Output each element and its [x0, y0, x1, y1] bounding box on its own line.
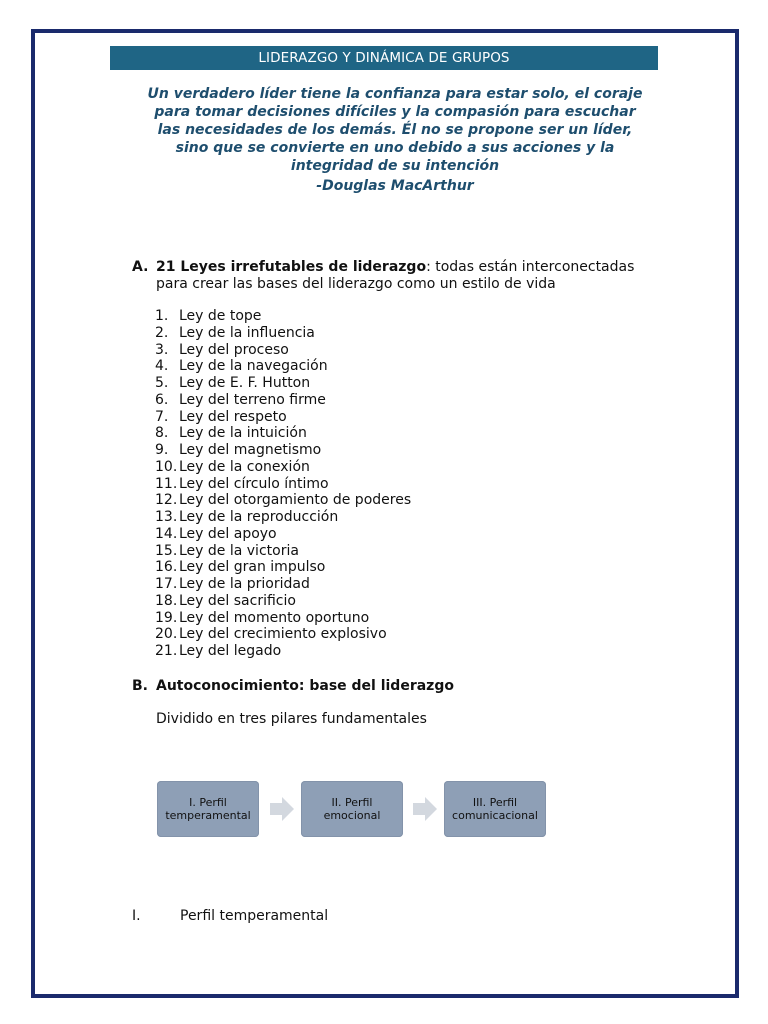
quote-block — [130, 85, 660, 175]
law-number: 21. — [155, 643, 178, 659]
section-letter: A. — [132, 259, 149, 275]
law-text: Ley de la influencia — [179, 324, 315, 341]
law-text: Ley del proceso — [179, 341, 289, 358]
section-a-text: : todas están interconectadas — [426, 259, 635, 275]
law-number: 20. — [155, 626, 178, 643]
header-title: LIDERAZGO Y DINÁMICA DE GRUPOS — [258, 50, 510, 66]
law-number: 3. — [155, 341, 169, 358]
law-number: 19. — [155, 609, 178, 626]
quote-line: para tomar decisiones difíciles y la compasión para escuchar — [154, 104, 636, 120]
law-text: Ley de la intuición — [179, 425, 307, 442]
law-text: Ley del círculo íntimo — [179, 475, 329, 492]
law-number: 1. — [155, 308, 169, 324]
law-number: 9. — [155, 442, 169, 458]
quote-author: -Douglas MacArthur — [316, 178, 474, 194]
law-number: 12. — [155, 492, 178, 509]
pillar-label: III. Perfil — [472, 796, 518, 809]
law-text: Ley de E. F. Hutton — [179, 375, 311, 391]
pillar-box-temperamental — [157, 781, 259, 837]
subsection-title: Perfil temperamental — [180, 908, 329, 924]
law-text: Ley del respeto — [179, 408, 287, 425]
law-number: 10. — [155, 458, 178, 475]
section-a-body — [156, 259, 676, 293]
section-a-title: 21 Leyes irrefutables de liderazgo — [156, 259, 427, 275]
law-text: Ley del momento oportuno — [179, 609, 370, 626]
section-b-title — [156, 678, 676, 695]
pillar-label: I. Perfil — [189, 796, 227, 809]
arrow-right-icon — [270, 797, 294, 821]
quote-line: sino que se convierte en uno debido a sus acciones y la — [175, 140, 615, 156]
law-number: 17. — [155, 576, 178, 592]
law-text: Ley de la reproducción — [179, 509, 339, 525]
pillar-label: emocional — [323, 809, 381, 822]
law-number: 7. — [155, 408, 169, 425]
law-text: Ley de la prioridad — [179, 576, 310, 592]
law-number: 15. — [155, 542, 178, 559]
law-number: 11. — [155, 475, 178, 492]
law-text: Ley de tope — [179, 308, 262, 324]
arrow-right-icon — [413, 797, 437, 821]
law-number: 4. — [155, 358, 169, 375]
law-number: 14. — [155, 525, 178, 542]
pillar-box-emocional — [301, 781, 403, 837]
law-number: 2. — [155, 324, 169, 341]
law-text: Ley del terreno firme — [179, 391, 326, 408]
law-number: 6. — [155, 391, 169, 408]
quote-line: Un verdadero líder tiene la confianza para estar solo, el coraje — [147, 86, 643, 102]
law-number: 13. — [155, 509, 178, 525]
section-letter: B. — [132, 678, 148, 694]
pillar-box-comunicacional — [444, 781, 546, 837]
section-b-intro: Dividido en tres pilares fundamentales — [156, 711, 427, 727]
law-text: Ley de la navegación — [179, 358, 328, 375]
law-text: Ley del crecimiento explosivo — [179, 626, 387, 643]
section-b-title-text: Autoconocimiento: base del liderazgo — [156, 678, 454, 694]
law-text: Ley del otorgamiento de poderes — [179, 492, 412, 509]
law-text: Ley del sacrificio — [179, 592, 296, 609]
law-text: Ley de la conexión — [179, 458, 310, 475]
pillar-label: temperamental — [165, 809, 251, 822]
subsection-number: I. — [132, 908, 141, 924]
pillar-label: II. Perfil — [331, 796, 373, 809]
law-text: Ley del legado — [179, 643, 282, 659]
law-text: Ley del magnetismo — [179, 442, 322, 458]
section-a-line2: para crear las bases del liderazgo como un estilo de vida — [156, 276, 556, 292]
law-text: Ley de la victoria — [179, 542, 299, 559]
law-number: 5. — [155, 375, 169, 391]
law-text: Ley del gran impulso — [179, 559, 326, 576]
quote-line: integridad de su intención — [290, 158, 500, 174]
section-a-line1 — [156, 259, 676, 276]
law-text: Ley del apoyo — [179, 525, 277, 542]
law-number: 8. — [155, 425, 169, 442]
quote-line: las necesidades de los demás. Él no se propone ser un líder, — [157, 122, 633, 138]
pillar-label: comunicacional — [452, 809, 538, 822]
law-number: 18. — [155, 592, 178, 609]
document-header — [110, 46, 658, 70]
law-number: 16. — [155, 559, 178, 576]
